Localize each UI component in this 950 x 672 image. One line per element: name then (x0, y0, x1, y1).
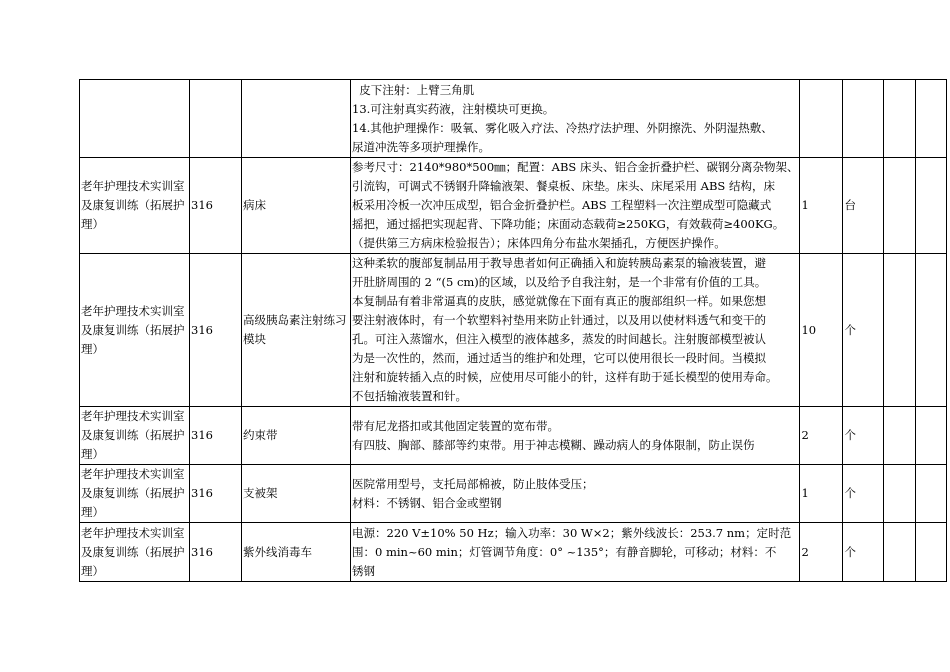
room-number-cell: 316 (190, 465, 242, 523)
description-cell (351, 465, 800, 523)
empty-cell (884, 254, 916, 407)
unit-cell: 个 (843, 254, 884, 407)
category-cell: 老年护理技术实训室及康复训练（拓展护理） (80, 254, 190, 407)
empty-cell (916, 158, 947, 254)
description-line: 13.可注射真实药液，注射模块可更换。 (352, 101, 555, 116)
category-cell: 老年护理技术实训室及康复训练（拓展护理） (80, 465, 190, 523)
empty-cell (916, 407, 947, 465)
unit-cell: 个 (843, 465, 884, 523)
empty-cell (884, 465, 916, 523)
room-number-cell (190, 80, 242, 158)
description-line: 围：0 min~60 min；灯管调节角度：0° ~135°；有静音脚轮，可移动；材料：不 (352, 544, 777, 559)
description-line: 锈钢 (352, 563, 375, 578)
description-line: （提供第三方病床检验报告）；床体四角分布盐水架插孔，方便医护操作。 (352, 236, 726, 250)
room-number-cell: 316 (190, 523, 242, 582)
description-line: 板采用冷板一次冲压成型，铝合金折叠护栏。ABS 工程塑料一次注塑成型可隐藏式 (352, 198, 772, 212)
item-name-cell (242, 80, 351, 158)
category-cell: 老年护理技术实训室及康复训练（拓展护理） (80, 523, 190, 582)
description-line: 皮下注射：上臂三角肌 (352, 82, 475, 97)
description-cell (351, 523, 800, 582)
item-name-cell: 紫外线消毒车 (242, 523, 351, 582)
description-line: 有四肢、胸部、膝部等约束带。用于神志模糊、躁动病人的身体限制，防止误伤 (352, 437, 755, 452)
table-row (80, 523, 947, 582)
equipment-table (79, 79, 947, 582)
category-cell (80, 80, 190, 158)
description-line: 孔。可注入蒸馏水，但注入模型的液体越多，蒸发的时间越长。注射腹部模型被认 (352, 332, 766, 346)
quantity-cell: 10 (800, 254, 843, 407)
empty-cell (884, 80, 916, 158)
description-line: 不包括输液装置和针。 (352, 389, 467, 403)
description-line: 为是一次性的，然而，通过适当的维护和处理，它可以使用很长一段时间。当模拟 (352, 351, 766, 365)
description-line: 带有尼龙搭扣或其他固定装置的宽布带。 (352, 418, 559, 433)
empty-cell (884, 158, 916, 254)
description-cell (351, 158, 800, 254)
description-line: 注射和旋转插入点的时候，应使用尽可能小的针，这样有助于延长模型的使用寿命。 (352, 370, 778, 384)
item-name-cell: 支被架 (242, 465, 351, 523)
quantity-cell (800, 80, 843, 158)
unit-cell (843, 80, 884, 158)
unit-cell: 个 (843, 407, 884, 465)
empty-cell (916, 465, 947, 523)
unit-cell: 个 (843, 523, 884, 582)
category-cell: 老年护理技术实训室及康复训练（拓展护理） (80, 158, 190, 254)
room-number-cell: 316 (190, 407, 242, 465)
empty-cell (916, 523, 947, 582)
table-row (80, 407, 947, 465)
table-row (80, 465, 947, 523)
unit-cell: 台 (843, 158, 884, 254)
room-number-cell: 316 (190, 158, 242, 254)
description-line: 尿道冲洗等多项护理操作。 (352, 139, 490, 154)
item-name-cell: 高级胰岛素注射练习模块 (242, 254, 351, 407)
description-line: 开肚脐周围的 2 “(5 cm)的区域，以及给予自我注射，是一个非常有价值的工具。 (352, 275, 767, 289)
room-number-cell: 316 (190, 254, 242, 407)
description-cell (351, 407, 800, 465)
quantity-cell: 2 (800, 407, 843, 465)
description-line: 要注射液体时，有一个软塑料衬垫用来防止针通过，以及用以使材料透气和变干的 (352, 313, 766, 327)
empty-cell (884, 407, 916, 465)
description-line: 这种柔软的腹部复制品用于教导患者如何正确插入和旋转胰岛素泵的输液装置，避 (352, 256, 766, 270)
table-row (80, 158, 947, 254)
table-row (80, 254, 947, 407)
quantity-cell: 2 (800, 523, 843, 582)
description-line: 引流钩，可调式不锈钢升降输液架、餐桌板、床垫。床头、床尾采用 ABS 结构，床 (352, 179, 775, 193)
item-name-cell: 病床 (242, 158, 351, 254)
item-name-cell: 约束带 (242, 407, 351, 465)
quantity-cell: 1 (800, 465, 843, 523)
description-line: 摇把，通过摇把实现起背、下降功能；床面动态载荷≥250KG，有效载荷≥400KG。 (352, 217, 785, 231)
table-row (80, 80, 947, 158)
empty-cell (884, 523, 916, 582)
description-line: 医院常用型号，支托局部棉被，防止肢体受压； (352, 476, 594, 491)
empty-cell (916, 80, 947, 158)
description-cell (351, 80, 800, 158)
empty-cell (916, 254, 947, 407)
description-line: 本复制品有着非常逼真的皮肤，感觉就像在下面有真正的腹部组织一样。如果您想 (352, 294, 766, 308)
description-line: 材料：不锈钢、铝合金或塑钢 (352, 495, 502, 510)
category-cell: 老年护理技术实训室及康复训练（拓展护理） (80, 407, 190, 465)
description-line: 14.其他护理操作：吸氧、雾化吸入疗法、冷热疗法护理、外阴擦洗、外阴湿热敷、 (352, 120, 773, 135)
description-line: 参考尺寸：2140*980*500㎜；配置：ABS 床头、铝合金折叠护栏、碳钢分离杂物架、 (352, 160, 799, 174)
description-line: 电源：220 V±10% 50 Hz；输入功率：30 W×2；紫外线波长：253.7 nm；定时范 (352, 525, 792, 540)
quantity-cell: 1 (800, 158, 843, 254)
description-cell (351, 254, 800, 407)
